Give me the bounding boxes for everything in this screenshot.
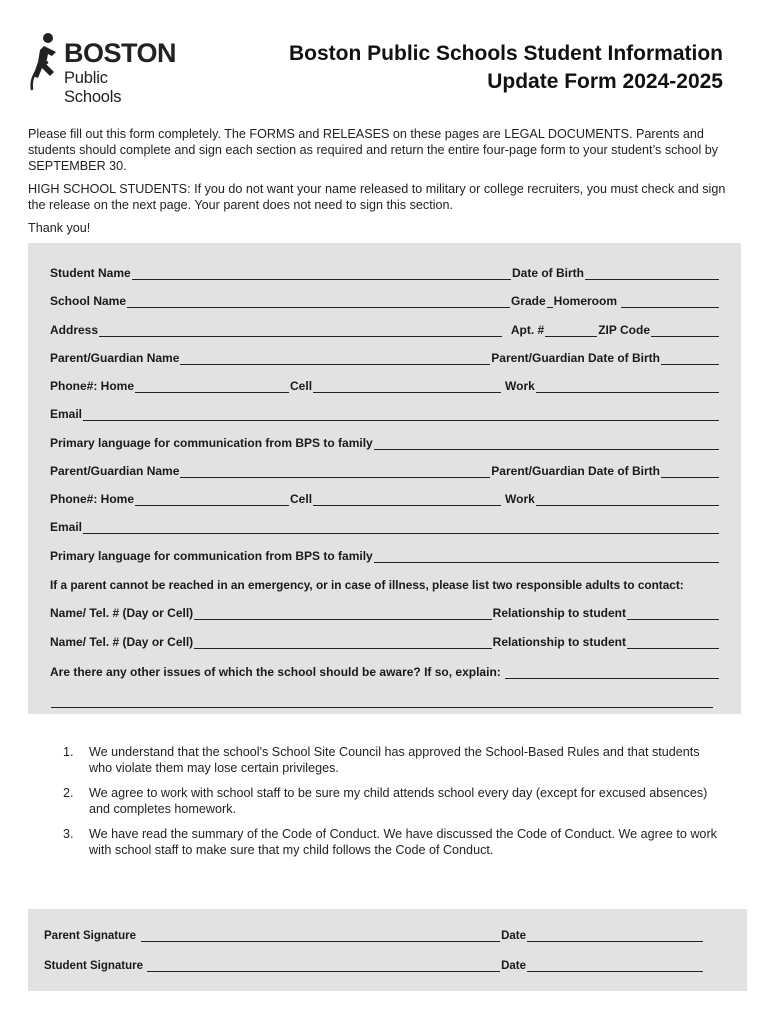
parent-1-work-field[interactable]: [536, 381, 719, 393]
parent-1-email-label: Email: [50, 407, 83, 421]
logo-subtitle: Public Schools: [64, 69, 122, 106]
zip-field[interactable]: [651, 325, 719, 337]
contact-1-label: Name/ Tel. # (Day or Cell): [50, 606, 194, 620]
student-signature-field[interactable]: [147, 960, 500, 972]
contact-2-field[interactable]: [194, 637, 492, 649]
grade-field[interactable]: [547, 296, 553, 308]
other-issues-field[interactable]: [505, 667, 719, 679]
intro-paragraph-2: HIGH SCHOOL STUDENTS: If you do not want your name released to military or college recruiters, you must check and sign the release on the next page. Your parent does not need to sign this section.: [28, 182, 726, 212]
parent-1-work-label: Work: [505, 379, 535, 393]
parent-2-email-label: Email: [50, 520, 83, 534]
parent-2-email-row: [50, 518, 720, 534]
parent-date-label: Date: [501, 930, 526, 942]
parent-1-name-label: Parent/Guardian Name: [50, 351, 180, 365]
parent-1-email-row: [50, 405, 720, 421]
student-date-field[interactable]: [527, 960, 703, 972]
zip-label: ZIP Code: [598, 323, 650, 337]
contact-1-relationship-label: Relationship to student: [492, 606, 626, 620]
parent-signature-field[interactable]: [141, 930, 500, 942]
contact-2-row: [50, 633, 720, 649]
title-line-2: Update Form 2024-2025: [487, 70, 723, 93]
parent-1-language-row: [50, 434, 720, 450]
school-name-field[interactable]: [127, 296, 510, 308]
intro-thanks: Thank you!: [28, 221, 91, 235]
parent-2-language-row: [50, 547, 720, 563]
parent-2-language-label: Primary language for communication from BPS to family: [50, 549, 373, 563]
address-field[interactable]: [99, 325, 502, 337]
grade-label: Grade: [510, 294, 546, 308]
parent-signature-label: Parent Signature: [44, 930, 137, 942]
emergency-note-row: [50, 576, 720, 592]
parent-1-language-label: Primary language for communication from BPS to family: [50, 436, 373, 450]
parent-2-name-row: [50, 462, 720, 478]
student-name-row: [50, 264, 720, 280]
parent-1-email-field[interactable]: [83, 409, 719, 421]
parent-1-cell-label: Cell: [290, 379, 313, 393]
agreements-list: [63, 744, 723, 867]
parent-2-phone-row: [50, 490, 720, 506]
contact-1-row: [50, 604, 720, 620]
parent-1-home-phone-field[interactable]: [135, 381, 289, 393]
contact-2-relationship-field[interactable]: [627, 637, 719, 649]
logo-wordmark: BOSTON: [64, 38, 177, 68]
contact-2-relationship-label: Relationship to student: [492, 635, 626, 649]
parent-1-language-field[interactable]: [374, 438, 719, 450]
title-line-1: Boston Public Schools Student Information: [289, 42, 723, 65]
intro-text: [28, 126, 738, 243]
agreement-number: 1.: [63, 745, 74, 759]
agreement-text: We understand that the school's School Site Council has approved the School-Based Rules and that students who violate them may lose certain privileges.: [89, 745, 700, 775]
parent-2-work-label: Work: [505, 492, 535, 506]
agreement-item: [63, 744, 723, 776]
parent-1-home-phone-label: Phone#: Home: [50, 379, 135, 393]
apt-field[interactable]: [545, 325, 597, 337]
address-label: Address: [50, 323, 99, 337]
parent-2-cell-field[interactable]: [313, 494, 501, 506]
bps-logo: [28, 32, 177, 106]
homeroom-label: Homeroom: [553, 294, 617, 308]
other-issues-field-2[interactable]: [51, 696, 713, 708]
contact-1-field[interactable]: [194, 608, 492, 620]
page-title: [289, 40, 723, 96]
runner-icon: [28, 32, 62, 92]
homeroom-field[interactable]: [621, 296, 719, 308]
school-name-label: School Name: [50, 294, 127, 308]
other-issues-label: Are there any other issues of which the school should be aware? If so, explain:: [50, 665, 501, 679]
parent-2-name-field[interactable]: [180, 466, 490, 478]
parent-2-home-phone-label: Phone#: Home: [50, 492, 135, 506]
student-name-field[interactable]: [132, 268, 511, 280]
parent-1-cell-field[interactable]: [313, 381, 501, 393]
parent-2-email-field[interactable]: [83, 522, 719, 534]
parent-1-dob-field[interactable]: [661, 353, 719, 365]
apt-label: Apt. #: [510, 323, 545, 337]
intro-paragraph-1: Please fill out this form completely. The FORMS and RELEASES on these pages are LEGAL DOCUMENTS. Parents and students should complete and sign each section as required and return the entire four-page form to your student’s school by SEPTEMBER 30.: [28, 127, 719, 173]
parent-date-field[interactable]: [527, 930, 703, 942]
school-name-row: [50, 292, 720, 308]
signature-section: [28, 909, 747, 991]
parent-1-name-field[interactable]: [180, 353, 490, 365]
parent-2-home-phone-field[interactable]: [135, 494, 289, 506]
agreement-item: [63, 785, 723, 817]
student-name-label: Student Name: [50, 266, 131, 280]
contact-2-label: Name/ Tel. # (Day or Cell): [50, 635, 194, 649]
contact-1-relationship-field[interactable]: [627, 608, 719, 620]
parent-signature-row: [44, 926, 704, 942]
parent-2-work-field[interactable]: [536, 494, 719, 506]
parent-1-dob-label: Parent/Guardian Date of Birth: [491, 351, 660, 365]
agreement-text: We agree to work with school staff to be sure my child attends school every day (except for excused absences) and completes homework.: [89, 786, 708, 816]
parent-2-cell-label: Cell: [290, 492, 313, 506]
agreement-number: 3.: [63, 827, 74, 841]
emergency-note: If a parent cannot be reached in an emergency, or in case of illness, please list two responsible adults to contact:: [50, 578, 684, 592]
agreement-number: 2.: [63, 786, 74, 800]
agreement-item: [63, 826, 723, 858]
parent-2-name-label: Parent/Guardian Name: [50, 464, 180, 478]
parent-2-dob-field[interactable]: [661, 466, 719, 478]
other-issues-row: [50, 663, 720, 679]
parent-1-phone-row: [50, 377, 720, 393]
student-info-section: [28, 243, 741, 714]
parent-2-language-field[interactable]: [374, 551, 719, 563]
student-signature-label: Student Signature: [44, 960, 144, 972]
student-signature-row: [44, 956, 704, 972]
agreement-text: We have read the summary of the Code of Conduct. We have discussed the Code of Conduct. We agree to work with school staff to make sure that my child follows the Code of Conduct.: [89, 827, 717, 857]
date-of-birth-label: Date of Birth: [512, 266, 584, 280]
other-issues-row-2: [50, 692, 714, 708]
parent-2-dob-label: Parent/Guardian Date of Birth: [491, 464, 660, 478]
parent-1-name-row: [50, 349, 720, 365]
date-of-birth-field[interactable]: [585, 268, 719, 280]
student-date-label: Date: [501, 960, 526, 972]
address-row: [50, 321, 720, 337]
